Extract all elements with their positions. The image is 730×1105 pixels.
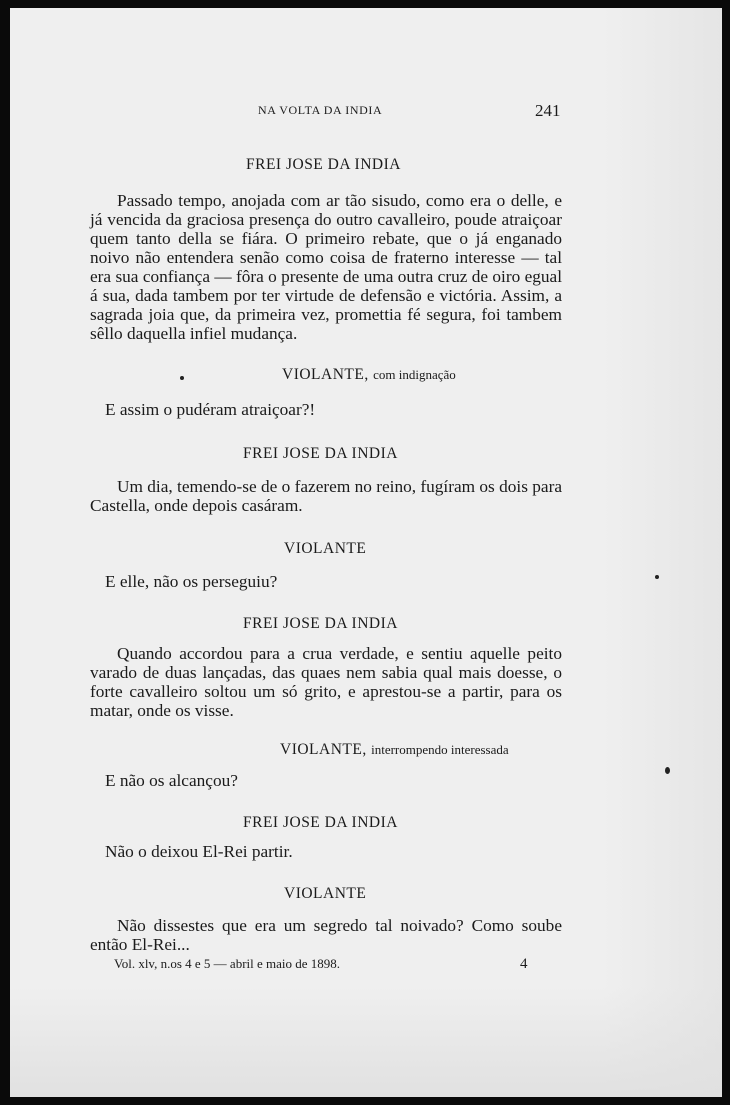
speaker-name: VIOLANTE, bbox=[280, 741, 367, 758]
paragraph: Não dissestes que era um segredo tal noivado? Como soube então El-Rei... bbox=[90, 916, 562, 954]
ink-speck bbox=[180, 376, 184, 380]
speaker-heading: VIOLANTE bbox=[284, 540, 367, 557]
paragraph: Quando accordou para a crua verdade, e sentiu aquelle peito varado de duas lançadas, das quaes nem sabia qual mais doesse, o forte cavalleiro soltou um só grito, e aprestou-se a partir, para os matar, onde os visse. bbox=[90, 644, 562, 720]
speaker-heading bbox=[282, 366, 456, 384]
paragraph: Passado tempo, anojada com ar tão sisudo, como era o delle, e já vencida da graciosa presença do outro cavalleiro, poude atraiçoar quem tanto della se fiára. O primeiro rebate, que o já enganado noivo não entendera senão como coisa de fraterno interesse — tal era sua confiança — fôra o presente de uma outra cruz de oiro egual á sua, dada tambem por ter virtude de defensão e victória. Assim, a sagrada joia que, da primeira vez, promettia fé segura, foi tambem sêllo daquella infiel mudança. bbox=[90, 191, 562, 343]
dialogue-line: E não os alcançou? bbox=[105, 771, 238, 790]
speaker-heading: FREI JOSE DA INDIA bbox=[243, 814, 398, 831]
page-shadow-bottom bbox=[10, 987, 722, 1097]
ink-speck bbox=[655, 575, 659, 579]
book-page bbox=[10, 8, 722, 1097]
dialogue-line: E assim o pudéram atraiçoar?! bbox=[105, 400, 316, 419]
dialogue-line: E elle, não os perseguiu? bbox=[105, 572, 278, 591]
speaker-heading: FREI JOSE DA INDIA bbox=[243, 615, 398, 632]
speaker-heading: VIOLANTE bbox=[284, 885, 367, 902]
ink-speck bbox=[665, 767, 670, 774]
page-shadow-right bbox=[602, 8, 722, 1097]
running-title: NA VOLTA DA INDIA bbox=[258, 103, 383, 117]
stage-direction: interrompendo interessada bbox=[371, 742, 509, 757]
signature-mark: 4 bbox=[520, 956, 528, 972]
stage-direction: com indignação bbox=[373, 367, 456, 382]
speaker-name: VIOLANTE, bbox=[282, 366, 369, 383]
paragraph: Um dia, temendo-se de o fazerem no reino, fugíram os dois para Castella, onde depois casáram. bbox=[90, 477, 562, 515]
speaker-heading: FREI JOSE DA INDIA bbox=[243, 445, 398, 462]
page-number: 241 bbox=[535, 101, 561, 120]
speaker-heading bbox=[280, 741, 509, 759]
speaker-heading: FREI JOSE DA INDIA bbox=[246, 156, 401, 173]
dialogue-line: Não o deixou El-Rei partir. bbox=[105, 842, 293, 861]
volume-footer: Vol. xlv, n.os 4 e 5 — abril e maio de 1898. bbox=[114, 956, 341, 971]
